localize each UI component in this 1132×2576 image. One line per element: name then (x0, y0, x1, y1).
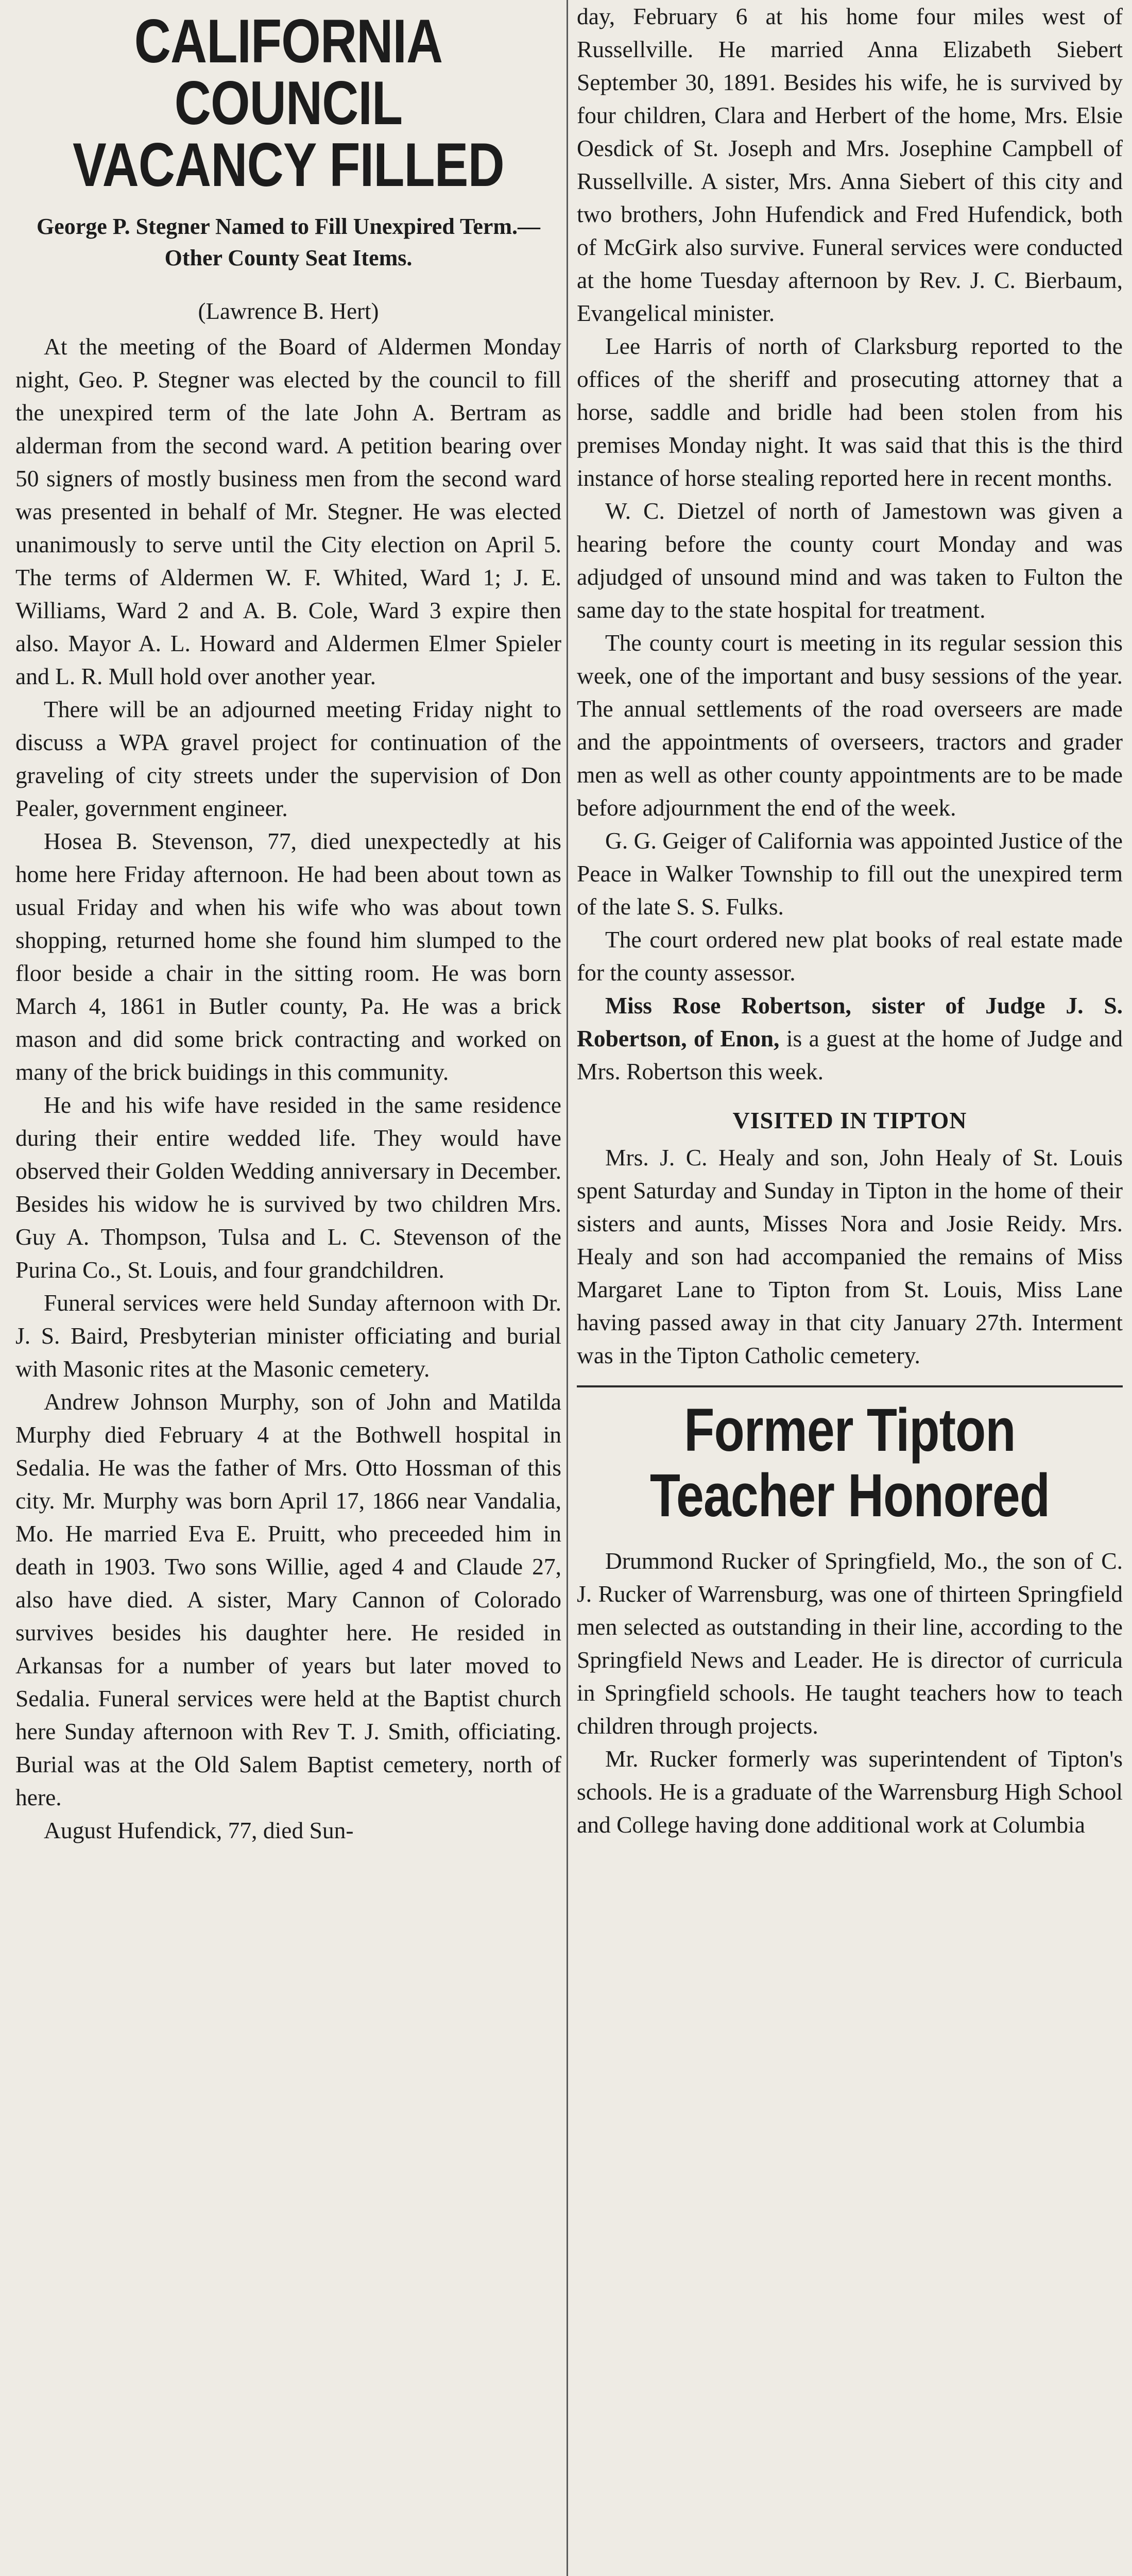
article-paragraph: There will be an adjourned meeting Friday night to discuss a WPA gravel project for continuation of the graveling of city streets under the supervision of Don Pealer, government engineer. (15, 696, 561, 822)
deck-subheadline: George P. Stegner Named to Fill Unexpired Term.—Other County Seat Items. (36, 214, 541, 270)
bold-follow: is a guest at the home of Judge and Mrs. Robertson this week. (577, 1025, 1123, 1084)
byline: (Lawrence B. Hert) (198, 298, 379, 325)
headline-line1: CALIFORNIA COUNCIL (134, 7, 443, 138)
section-rule (577, 1385, 1123, 1387)
robertson-item (577, 989, 1123, 1088)
column-divider (567, 0, 568, 2576)
article-paragraph: August Hufendick, 77, died Sun- (44, 1817, 354, 1844)
tipton-subheadline: VISITED IN TIPTON (732, 1107, 967, 1133)
headline-line2: VACANCY FILLED (73, 130, 504, 199)
article-paragraph: Hosea B. Stevenson, 77, died unexpectedly at his home here Friday afternoon. He had been about town as usual Friday and when his wife who was about town shopping, returned home she found him slumped to the floor beside a chair in the sitting room. He was born March 4, 1861 in Butler county, Pa. He was a brick mason and did some brick contracting and worked on many of the brick buidings in this community. (15, 828, 561, 1086)
article-paragraph: Mrs. J. C. Healy and son, John Healy of St. Louis spent Saturday and Sunday in Tipton in the home of their sisters and aunts, Misses Nora and Josie Reidy. Mrs. Healy and son had accompanied the remains of Miss Margaret Lane to Tipton from St. Louis, Miss Lane having passed away in that city January 27th. Interment was in the Tipton Catholic cemetery. (577, 1144, 1123, 1368)
article-paragraph: Andrew Johnson Murphy, son of John and Matilda Murphy died February 4 at the Bothwell hospital in Sedalia. He was the father of Mrs. Otto Hossman of this city. Mr. Murphy was born April 17, 1866 near Vandalia, Mo. He married Eva E. Pruitt, who preceeded him in death in 1903. Two sons Willie, aged 4 and Claude 27, also have died. A sister, Mary Cannon of Colorado survives besides his daughter here. He resided in Arkansas for a number of years but later moved to Sedalia. Funeral services were held at the Baptist church here Sunday afternoon with Rev T. J. Smith, officiating. Burial was at the Old Salem Baptist cemetery, north of here. (15, 1388, 561, 1811)
headline2-line2: Teacher Honored (649, 1462, 1050, 1530)
article-paragraph: He and his wife have resided in the same residence during their entire wedded life. They would have observed their Golden Wedding anniversary in December. Besides his widow he is survived by two children Mrs. Guy A. Thompson, Tulsa and L. C. Stevenson of the Purina Co., St. Louis, and four grandchildren. (15, 1092, 561, 1283)
article-paragraph: Mr. Rucker formerly was superintendent of Tipton's schools. He is a graduate of the Warrensburg High School and College having done additional work at Columbia (577, 1745, 1123, 1838)
headline2-line1: Former Tipton (684, 1396, 1016, 1464)
article-paragraph: At the meeting of the Board of Aldermen Monday night, Geo. P. Stegner was elected by the council to fill the unexpired term of the late John A. Bertram as alderman from the second ward. A petition bearing over 50 signers of mostly business men from the second ward was presented in behalf of Mr. Stegner. He was elected unanimously to serve until the City election on April 5. The terms of Aldermen W. F. Whited, Ward 1; J. E. Williams, Ward 2 and A. B. Cole, Ward 3 expire then also. Mayor A. L. Howard and Aldermen Elmer Spieler and L. R. Mull hold over another year. (15, 333, 561, 690)
left-margin-edge (0, 0, 12, 2576)
article-paragraph: G. G. Geiger of California was appointed Justice of the Peace in Walker Township to fill out the unexpired term of the late S. S. Fulks. (577, 827, 1123, 920)
bold-lead: Miss Rose Robertson, sister of Judge J. S. Robertson, of Enon, (577, 992, 1123, 1052)
article-paragraph: Drummond Rucker of Springfield, Mo., the son of C. J. Rucker of Warrensburg, was one of thirteen Springfield men selected as outstanding in their line, according to the Springfield News and Leader. He is director of curricula in Springfield schools. He taught teachers how to teach children through projects. (577, 1547, 1123, 1739)
article-paragraph: The county court is meeting in its regular session this week, one of the important and busy sessions of the year. The annual settlements of the road overseers are made and the appointments of overseers, tractors and grader men as well as other county appointments are to be made before adjournment the end of the week. (577, 630, 1123, 821)
article-paragraph: Funeral services were held Sunday afternoon with Dr. J. S. Baird, Presbyterian minister officiating and burial with Masonic rites at the Masonic cemetery. (15, 1290, 561, 1382)
article-paragraph: Lee Harris of north of Clarksburg reported to the offices of the sheriff and prosecuting attorney that a horse, saddle and bridle had been stolen from his premises Monday night. It was said that this is the third instance of horse stealing reported here in recent months. (577, 333, 1123, 491)
article-paragraph: W. C. Dietzel of north of Jamestown was given a hearing before the county court Monday and was adjudged of unsound mind and was taken to Fulton the same day to the state hospital for treatment. (577, 498, 1123, 623)
left-column (15, 0, 561, 2576)
article-paragraph: The court ordered new plat books of real estate made for the county assessor. (577, 926, 1123, 986)
right-column (577, 0, 1123, 2576)
article-paragraph: day, February 6 at his home four miles west of Russellville. He married Anna Elizabeth Siebert September 30, 1891. Besides his wife, he is survived by four children, Clara and Herbert of the home, Mrs. Elsie Oesdick of St. Joseph and Mrs. Josephine Campbell of Russellville. A sister, Mrs. Anna Siebert of this city and two brothers, John Hufendick and Fred Hufendick, both of McGirk also survive. Funeral services were conducted at the home Tuesday afternoon by Rev. J. C. Bierbaum, Evangelical minister. (577, 3, 1123, 326)
